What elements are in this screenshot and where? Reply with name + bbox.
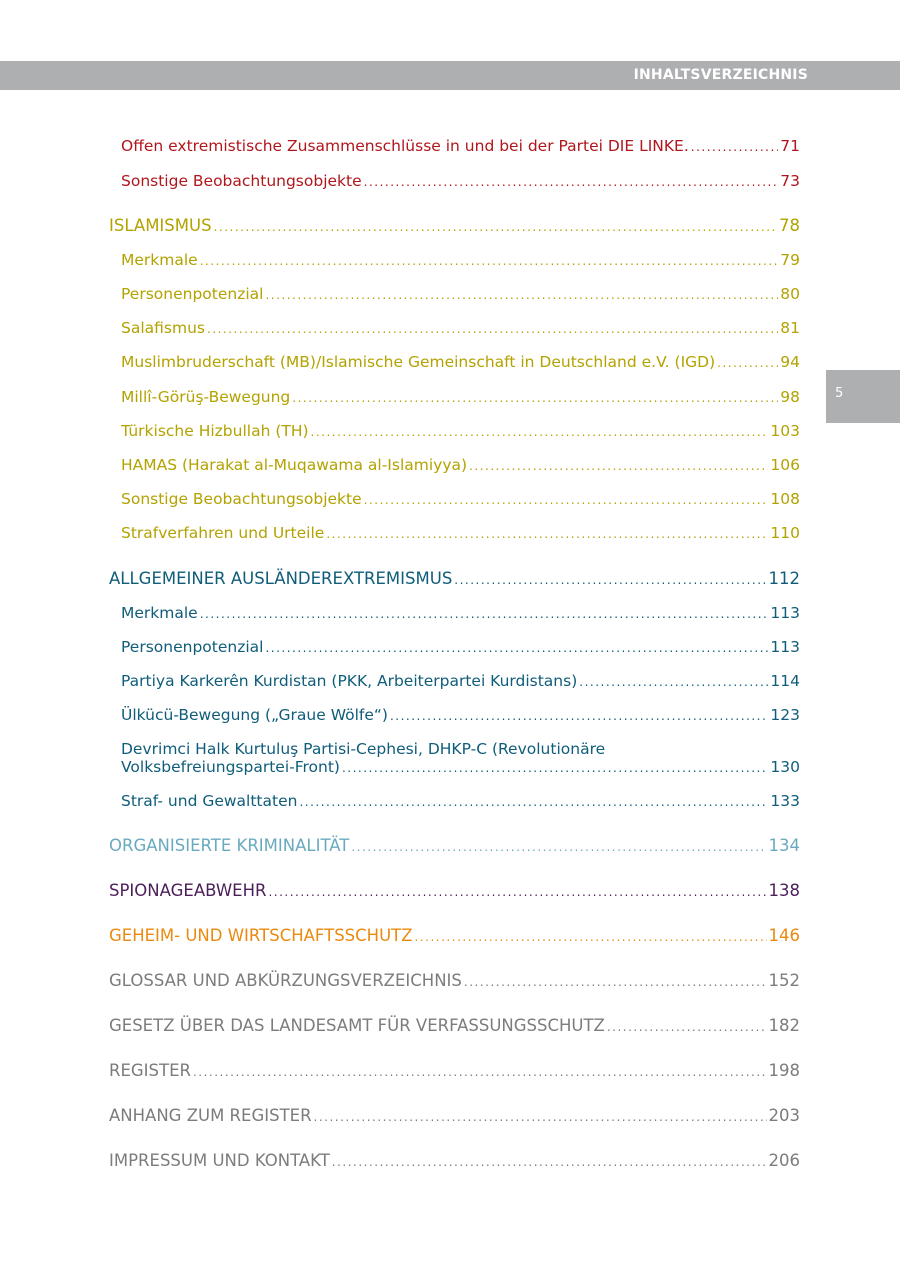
toc-entry-label: HAMAS (Harakat al-Muqawama al-Islamiyya): [121, 456, 468, 474]
toc-leader-dots: [200, 254, 779, 268]
toc-entry-page: 108: [770, 490, 800, 508]
toc-entry-page: 152: [768, 971, 800, 990]
toc-section-label: ANHANG ZUM REGISTER: [109, 1106, 312, 1125]
toc-leader-dots: [326, 527, 768, 541]
toc-entry-label-continued: Volksbefreiungspartei-Front): [121, 758, 340, 776]
toc-entry-page: 73: [780, 172, 800, 190]
toc-entry-page: 94: [780, 353, 800, 371]
toc-section-label: REGISTER: [109, 1061, 191, 1080]
toc-entry-label: Ülkücü-Bewegung („Graue Wölfe“): [121, 706, 388, 724]
toc-entry-page: 78: [779, 216, 800, 235]
toc-entry-label: Devrimci Halk Kurtuluş Partisi-Cephesi, DHKP-C (Revolutionäre: [121, 740, 606, 758]
toc-section-auslaenderextremismus[interactable]: [109, 569, 800, 588]
toc-leader-dots: [311, 425, 769, 439]
toc-entry-page: 203: [768, 1106, 800, 1125]
toc-entry-page: 110: [770, 524, 800, 542]
toc-leader-dots: [364, 493, 769, 507]
toc-entry-personenpotenzial-islamismus[interactable]: [121, 285, 800, 303]
toc-section-label: ISLAMISMUS: [109, 216, 212, 235]
toc-entry-page: 138: [768, 881, 800, 900]
toc-section-gesetz[interactable]: [109, 1016, 800, 1035]
toc-entry-dhkp-c[interactable]: [121, 740, 800, 776]
page-number: 5: [835, 386, 844, 401]
toc-entry-merkmale-auslaender[interactable]: [121, 604, 800, 622]
toc-entry-strafverfahren-urteile[interactable]: [121, 524, 800, 542]
toc-entry-label: Türkische Hizbullah (TH): [121, 422, 309, 440]
toc-entry-label: Merkmale: [121, 604, 198, 622]
toc-section-impressum[interactable]: [109, 1151, 800, 1170]
toc-entry-label: Millî-Görüş-Bewegung: [121, 388, 291, 406]
toc-section-spionageabwehr[interactable]: [109, 881, 800, 900]
toc-leader-dots: [265, 288, 778, 302]
toc-entry-label: Muslimbruderschaft (MB)/Islamische Gemeinschaft in Deutschland e.V. (IGD): [121, 353, 716, 371]
toc-section-label: GESETZ ÜBER DAS LANDESAMT FÜR VERFASSUNGSSCHUTZ: [109, 1016, 605, 1035]
toc-leader-dots: [292, 391, 778, 405]
toc-entry-label: Partiya Karkerên Kurdistan (PKK, Arbeiterpartei Kurdistans): [121, 672, 578, 690]
toc-leader-dots: [265, 641, 768, 655]
toc-entry-page: 133: [770, 792, 800, 810]
toc-section-label: GEHEIM- UND WIRTSCHAFTSSCHUTZ: [109, 926, 413, 945]
toc-entry-page: 80: [780, 285, 800, 303]
toc-entry-label: Offen extremistische Zusammenschlüsse in und bei der Partei DIE LINKE.: [121, 137, 689, 155]
toc-entry-page: 206: [768, 1151, 800, 1170]
toc-leader-dots: [415, 930, 767, 944]
toc-entry-page: 123: [770, 706, 800, 724]
toc-entry-personenpotenzial-auslaender[interactable]: [121, 638, 800, 656]
toc-entry-label: Personenpotenzial: [121, 285, 264, 303]
toc-entry-label: Merkmale: [121, 251, 198, 269]
toc-entry-page: 81: [780, 319, 800, 337]
toc-entry-page: 71: [780, 137, 800, 155]
toc-leader-dots: [390, 709, 768, 723]
toc-leader-dots: [332, 1155, 767, 1169]
toc-leader-dots: [299, 795, 768, 809]
toc-section-label: SPIONAGEABWEHR: [109, 881, 267, 900]
toc-section-label: ALLGEMEINER AUSLÄNDEREXTREMISMUS: [109, 569, 453, 588]
toc-entry-label: Straf- und Gewalttaten: [121, 792, 298, 810]
toc-leader-dots: [342, 761, 768, 775]
toc-entry-merkmale-islamismus[interactable]: [121, 251, 800, 269]
toc-section-label: GLOSSAR UND ABKÜRZUNGSVERZEICHNIS: [109, 971, 462, 990]
toc-section-label: IMPRESSUM UND KONTAKT: [109, 1151, 330, 1170]
toc-leader-dots: [214, 220, 777, 234]
toc-entry-page: 130: [770, 758, 800, 776]
toc-entry-sonstige-beobachtungsobjekte-links[interactable]: [121, 172, 800, 190]
toc-leader-dots: [691, 140, 778, 154]
toc-section-islamismus[interactable]: [109, 216, 800, 235]
toc-leader-dots: [200, 607, 769, 621]
toc-entry-page: 146: [768, 926, 800, 945]
toc-entry-uelkuecue[interactable]: [121, 706, 800, 724]
toc-entry-label: Sonstige Beobachtungsobjekte: [121, 172, 362, 190]
toc-leader-dots: [717, 356, 778, 370]
toc-entry-muslimbruderschaft[interactable]: [121, 353, 800, 371]
toc-entry-sonstige-beobachtungsobjekte-islamismus[interactable]: [121, 490, 800, 508]
toc-leader-dots: [579, 675, 768, 689]
toc-entry-page: 112: [768, 569, 800, 588]
toc-section-register[interactable]: [109, 1061, 800, 1080]
toc-entry-page: 198: [768, 1061, 800, 1080]
toc-section-anhang-register[interactable]: [109, 1106, 800, 1125]
toc-leader-dots: [193, 1065, 767, 1079]
toc-entry-label: Salafismus: [121, 319, 205, 337]
toc-entry-label: Personenpotenzial: [121, 638, 264, 656]
toc-entry-tuerkische-hizbullah[interactable]: [121, 422, 800, 440]
toc-entry-page: 79: [780, 251, 800, 269]
toc-entry-page: 113: [770, 604, 800, 622]
toc-entry-page: 182: [768, 1016, 800, 1035]
toc-leader-dots: [607, 1020, 767, 1034]
toc-entry-page: 106: [770, 456, 800, 474]
toc-entry-page: 103: [770, 422, 800, 440]
toc-section-label: ORGANISIERTE KRIMINALITÄT: [109, 836, 350, 855]
toc-entry-label: Strafverfahren und Urteile: [121, 524, 325, 542]
toc-entry-milli-goerues[interactable]: [121, 388, 800, 406]
toc-section-geheimschutz[interactable]: [109, 926, 800, 945]
toc-leader-dots: [207, 322, 778, 336]
toc-entry-page: 98: [780, 388, 800, 406]
toc-leader-dots: [364, 175, 779, 189]
toc-leader-dots: [464, 975, 767, 989]
toc-leader-dots: [314, 1110, 767, 1124]
toc-entry-page: 134: [768, 836, 800, 855]
toc-leader-dots: [351, 840, 766, 854]
toc-section-organisierte-kriminalitaet[interactable]: [109, 836, 800, 855]
toc-leader-dots: [268, 885, 766, 899]
toc-leader-dots: [454, 573, 766, 587]
toc-entry-page: 113: [770, 638, 800, 656]
toc-entry-salafismus[interactable]: [121, 319, 800, 337]
toc-section-glossar[interactable]: [109, 971, 800, 990]
toc-entry-label: Sonstige Beobachtungsobjekte: [121, 490, 362, 508]
toc-entry-linke-zusammenschluesse[interactable]: [121, 137, 800, 155]
toc-entry-hamas[interactable]: [121, 456, 800, 474]
header-title: INHALTSVERZEICHNIS: [633, 67, 808, 83]
toc-entry-page: 114: [770, 672, 800, 690]
toc-entry-pkk[interactable]: [121, 672, 800, 690]
toc-leader-dots: [469, 459, 768, 473]
toc-entry-straf-gewalttaten[interactable]: [121, 792, 800, 810]
